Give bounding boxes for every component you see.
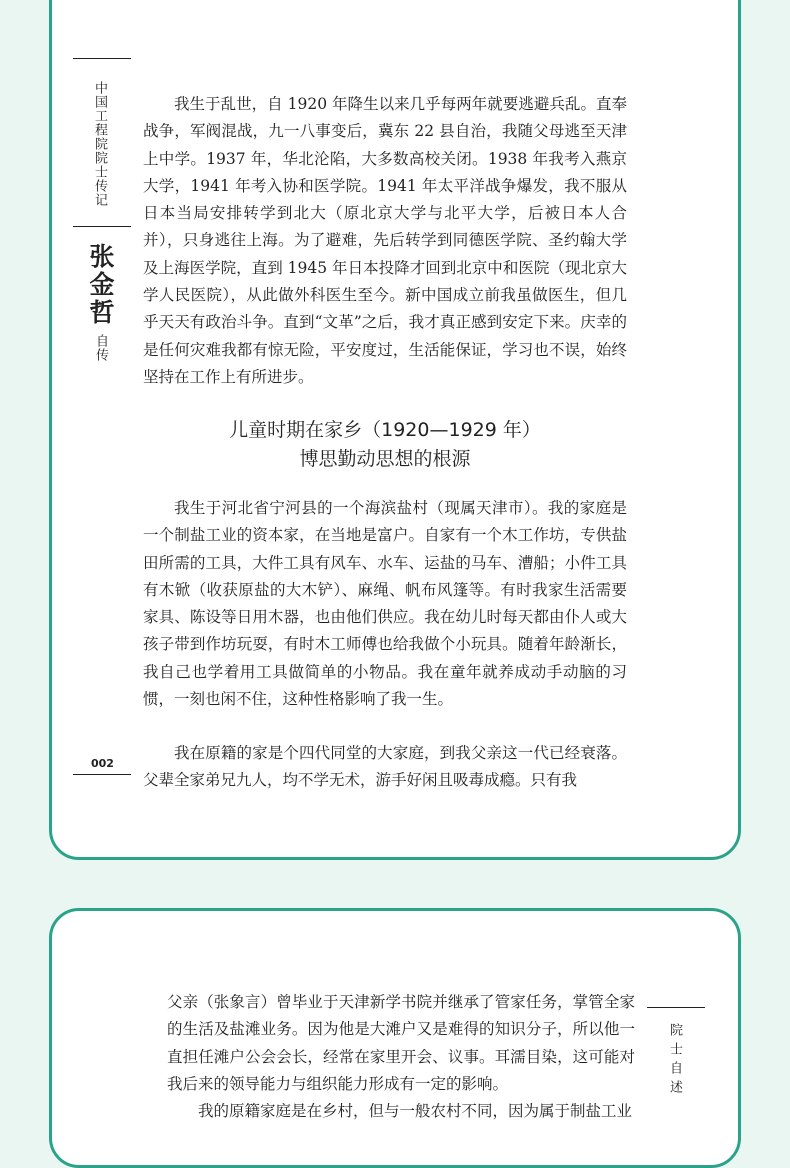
book-page-2 [49,908,741,1168]
body-paragraph: 我的原籍家庭是在乡村，但与一般农村不同，因为属于制盐工业 [198,1102,633,1120]
body-paragraph: 父亲（张象言）曾毕业于天津新学书院并继承了管家任务，掌管全家的生活及盐滩业务。因为他是大滩户又是难得的知识分子，所以他一直担任滩户公会会长，经常在家里开会、议事。耳濡目染，这可能对我后来的领导能力与组织能力形成有一定的影响。 [167,993,635,1093]
section-subtitle: 博思勤动思想的根源 [299,448,471,470]
body-paragraph: 我在原籍的家是个四代同堂的大家庭，到我父亲这一代已经衰落。父辈全家弟兄九人，均不学无术，游手好闲且吸毒成瘾。只有我 [143,744,627,790]
body-paragraph: 我生于河北省宁河县的一个海滨盐村（现属天津市）。我的家庭是一个制盐工业的资本家，在当地是富户。自家有一个木工作坊，专供盐田所需的工具，大件工具有风车、水车、运盐的马车、漕船；小件工具有木锨（收获原盐的大木铲）、麻绳、帆布风篷等。有时我家生活需要家具、陈设等日用木器，也由他们供应。我在幼儿时每天都由仆人或大孩子带到作坊玩耍，有时木工师傅也给我做个小玩具。随着年龄渐长，我自己也学着用工具做简单的小物品。我在童年就养成动手动脑的习惯，一刻也闲不住，这种性格影响了我一生。 [143,499,627,709]
running-header: 院士自述 [667,1023,682,1099]
author-name-calligraphy: 张金哲 [86,243,115,327]
intro-paragraph: 我生于乱世，自 1920 年降生以来几乎每两年就要逃避兵乱。直奉战争，军阀混战，九一八事变后，冀东 22 县自治，我随父母逃至天津上中学。1937 年，华北沦陷，大多数高校关闭。1938 年我考入燕京大学，1941 年考入协和医学院。1941 年太平洋战争爆发，我不服从日本当局安排转学到北大（原北京大学与北平大学，后被日本人合并），只身逃往上海。为了避难，先后转学到同德医学院、圣约翰大学及上海医学院，直到 1945 年日本投降才回到北京中和医院（现北京大学人民医院），从此做外科医生至今。新中国成立前我虽做医生，但几乎天天有政治斗争。直到“文革”之后，我才真正感到安定下来。庆幸的是任何灾难我都有惊无险，平安度过，生活能保证，学习也不误，始终坚持在工作上有所进步。 [143,95,627,386]
page-number-rule [73,774,131,775]
section-title: 儿童时期在家乡（1920—1929 年） [229,419,541,441]
header-top-rule [647,1007,705,1008]
header-top-rule [73,58,131,59]
autobiography-label: 自传 [93,334,108,362]
header-middle-rule [73,226,131,227]
page-number: 002 [91,757,114,770]
book-page-1 [49,0,741,860]
running-header: 中国工程院院士传记 [92,81,107,207]
